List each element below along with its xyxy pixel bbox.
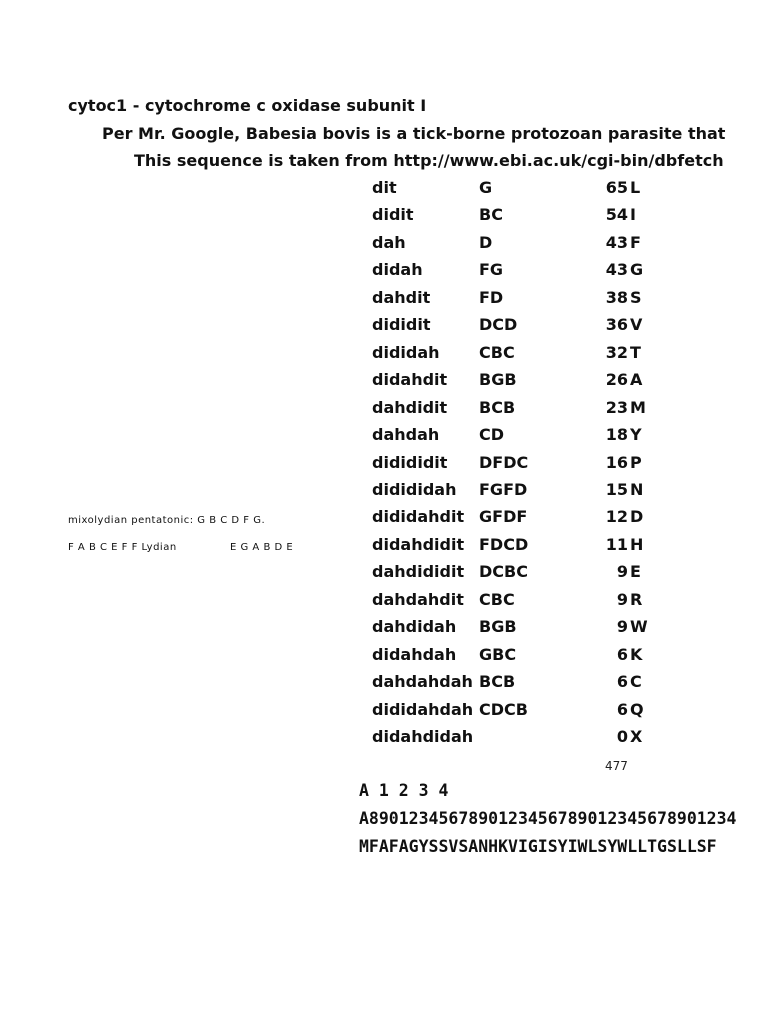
codon-count: 38 [605, 288, 628, 307]
note-letters: DFDC [479, 453, 529, 472]
note-letters: DCBC [479, 562, 528, 581]
amino-acid-letter: R [630, 590, 643, 609]
note-letters: CBC [479, 590, 515, 609]
sequence-ruler-units: A8901234567890123456789012345678901234 [359, 809, 737, 828]
rhythm-code: didahdidit [372, 535, 465, 554]
amino-acid-letter: F [630, 233, 641, 252]
note-letters: FD [479, 288, 504, 307]
amino-acid-letter: S [630, 288, 642, 307]
amino-acid-letter: W [630, 617, 648, 636]
rhythm-code: dahdit [372, 288, 431, 307]
amino-acid-letter: T [630, 343, 641, 362]
note-letters: BCB [479, 672, 516, 691]
rhythm-code: didahdah [372, 645, 457, 664]
amino-acid-letter: P [630, 453, 642, 472]
rhythm-code: dididah [372, 343, 440, 362]
rhythm-code: dididahdah [372, 700, 474, 719]
amino-acid-letter: A [630, 370, 643, 389]
total-count: 477 [605, 759, 628, 773]
amino-acid-letter: I [630, 205, 636, 224]
rhythm-code: dididit [372, 315, 431, 334]
source-line: This sequence is taken from http://www.ebi.ac.uk/cgi-bin/dbfetch [134, 151, 724, 170]
codon-count: 36 [605, 315, 628, 334]
codon-count: 65 [605, 178, 628, 197]
amino-acid-letter: V [630, 315, 643, 334]
note-letters: D [479, 233, 493, 252]
codon-count: 6 [616, 700, 628, 719]
note-letters: GFDF [479, 507, 528, 526]
amino-acid-sequence: MFAFAGYSSVSANHKVIGISYIWLSYWLLTGSLLSF [359, 837, 717, 856]
page-title: cytoc1 - cytochrome c oxidase subunit I [68, 96, 427, 115]
codon-count: 12 [605, 507, 628, 526]
rhythm-code: didididit [372, 453, 448, 472]
note-letters: CD [479, 425, 505, 444]
note-letters: G [479, 178, 493, 197]
codon-count: 18 [605, 425, 628, 444]
lydian-note: F A B C E F F Lydian [68, 542, 177, 553]
codon-count: 32 [605, 343, 628, 362]
codon-count: 43 [605, 233, 628, 252]
codon-count: 0 [616, 727, 628, 746]
note-letters: BGB [479, 370, 517, 389]
amino-acid-letter: C [630, 672, 642, 691]
amino-acid-letter: K [630, 645, 643, 664]
amino-acid-letter: X [630, 727, 643, 746]
amino-acid-letter: M [630, 398, 646, 417]
codon-count: 54 [605, 205, 628, 224]
rhythm-code: dahdahdah [372, 672, 473, 691]
note-letters: FDCD [479, 535, 529, 554]
rhythm-code: dit [372, 178, 397, 197]
rhythm-code: dah [372, 233, 406, 252]
codon-count: 9 [616, 562, 628, 581]
rhythm-code: dididahdit [372, 507, 465, 526]
sequence-ruler-tens: A 1 2 3 4 [359, 781, 449, 800]
rhythm-code: dahdahdit [372, 590, 464, 609]
amino-acid-letter: Q [630, 700, 644, 719]
note-letters: BCB [479, 398, 516, 417]
rhythm-code: didahdit [372, 370, 448, 389]
codon-count: 9 [616, 617, 628, 636]
codon-count: 6 [616, 672, 628, 691]
description-line: Per Mr. Google, Babesia bovis is a tick-borne protozoan parasite that [102, 124, 726, 143]
codon-count: 6 [616, 645, 628, 664]
codon-count: 16 [605, 453, 628, 472]
rhythm-code: didididah [372, 480, 457, 499]
note-letters: FGFD [479, 480, 528, 499]
amino-acid-letter: L [630, 178, 641, 197]
note-letters: GBC [479, 645, 517, 664]
note-letters: CDCB [479, 700, 528, 719]
rhythm-code: dahdididit [372, 562, 465, 581]
rhythm-code: dahdah [372, 425, 440, 444]
amino-acid-letter: N [630, 480, 644, 499]
codon-count: 23 [605, 398, 628, 417]
codon-count: 15 [605, 480, 628, 499]
codon-count: 26 [605, 370, 628, 389]
codon-count: 43 [605, 260, 628, 279]
amino-acid-letter: Y [630, 425, 642, 444]
note-letters: BGB [479, 617, 517, 636]
amino-acid-letter: G [630, 260, 644, 279]
rhythm-code: didit [372, 205, 414, 224]
rhythm-code: didah [372, 260, 423, 279]
lydian-note-scale: E G A B D E [230, 542, 294, 553]
note-letters: BC [479, 205, 503, 224]
rhythm-code: didahdidah [372, 727, 474, 746]
note-letters: CBC [479, 343, 515, 362]
note-letters: FG [479, 260, 504, 279]
mixolydian-note: mixolydian pentatonic: G B C D F G. [68, 515, 266, 526]
codon-count: 11 [605, 535, 628, 554]
amino-acid-letter: H [630, 535, 644, 554]
note-letters: DCD [479, 315, 518, 334]
amino-acid-letter: E [630, 562, 641, 581]
codon-count: 9 [616, 590, 628, 609]
rhythm-code: dahdidah [372, 617, 457, 636]
rhythm-code: dahdidit [372, 398, 448, 417]
amino-acid-letter: D [630, 507, 644, 526]
